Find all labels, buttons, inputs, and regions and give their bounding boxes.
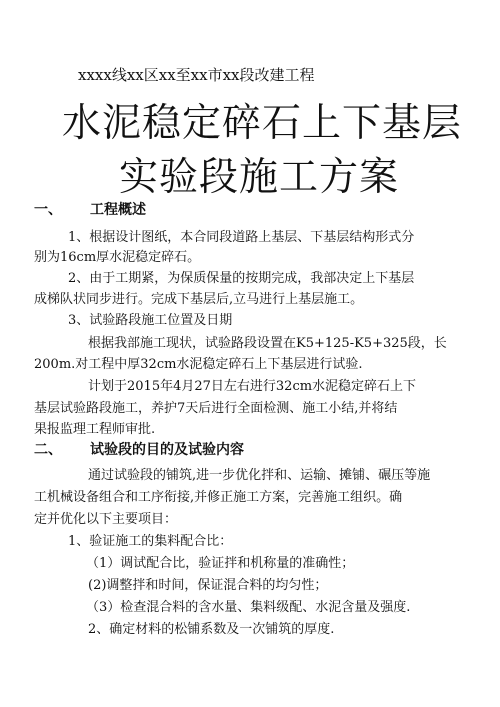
- section-2-number: 二、: [34, 442, 62, 458]
- section-2-line: 通过试验段的铺筑,进一步优化拌和、运输、摊铺、碾压等施: [88, 468, 431, 483]
- section-2-line: （1）调试配合比，验证拌和机称量的准确性；: [86, 556, 355, 571]
- section-1-line: 3、试验路段施工位置及日期: [68, 313, 233, 328]
- section-1-line: 果报监理工程师审批.: [34, 422, 156, 437]
- section-1-line: 1、根据设计图纸，本合同段道路上基层、下基层结构形式分: [68, 230, 415, 245]
- section-1-line: 200m.对工程中厚32cm水泥稳定碎石上下基层进行试验.: [34, 357, 363, 372]
- document-title-line-2: 实验段施工方案: [119, 155, 400, 200]
- section-2-heading: [34, 439, 244, 459]
- section-2-line: （3）检查混合料的含水量、集料级配、水泥含量及强度.: [86, 600, 411, 615]
- section-2-line: (2)调整拌和时间，保证混合料的均匀性；: [88, 578, 328, 593]
- section-1-line: 成梯队状同步进行。完成下基层后,立马进行上基层施工。: [34, 292, 364, 307]
- section-2-line: 工机械设备组合和工序衔接,并修正施工方案，完善施工组织。确: [34, 490, 403, 505]
- section-2-line: 定并优化以下主要项目：: [34, 512, 178, 527]
- section-1-line: 基层试验路段施工，养护7天后进行全面检测、施工小结,并将结: [34, 401, 398, 416]
- section-1-line: 根据我部施工现状，试验路段设置在K5+125-K5+325段，长: [88, 336, 447, 351]
- document-title-line-1: 水泥稳定碎石上下基层: [62, 101, 463, 146]
- section-2-line: 1、验证施工的集料配合比：: [68, 534, 233, 549]
- section-1-line: 2、由于工期紧，为保质保量的按期完成，我部决定上下基层: [68, 271, 415, 286]
- section-1-line: 计划于2015年4月27日左右进行32cm水泥稳定碎石上下: [88, 379, 417, 394]
- section-1-number: 一、: [34, 202, 62, 218]
- section-2-line: 2、确定材料的松铺系数及一次铺筑的厚度.: [88, 622, 335, 637]
- section-2-title: 试验段的目的及试验内容: [90, 442, 244, 458]
- project-subtitle: xxxx线xx区xx至xx市xx段改建工程: [78, 66, 315, 84]
- section-1-line: 别为16cm厚水泥稳定碎石。: [34, 250, 201, 265]
- section-1-heading: [34, 199, 146, 219]
- section-1-title: 工程概述: [90, 202, 146, 218]
